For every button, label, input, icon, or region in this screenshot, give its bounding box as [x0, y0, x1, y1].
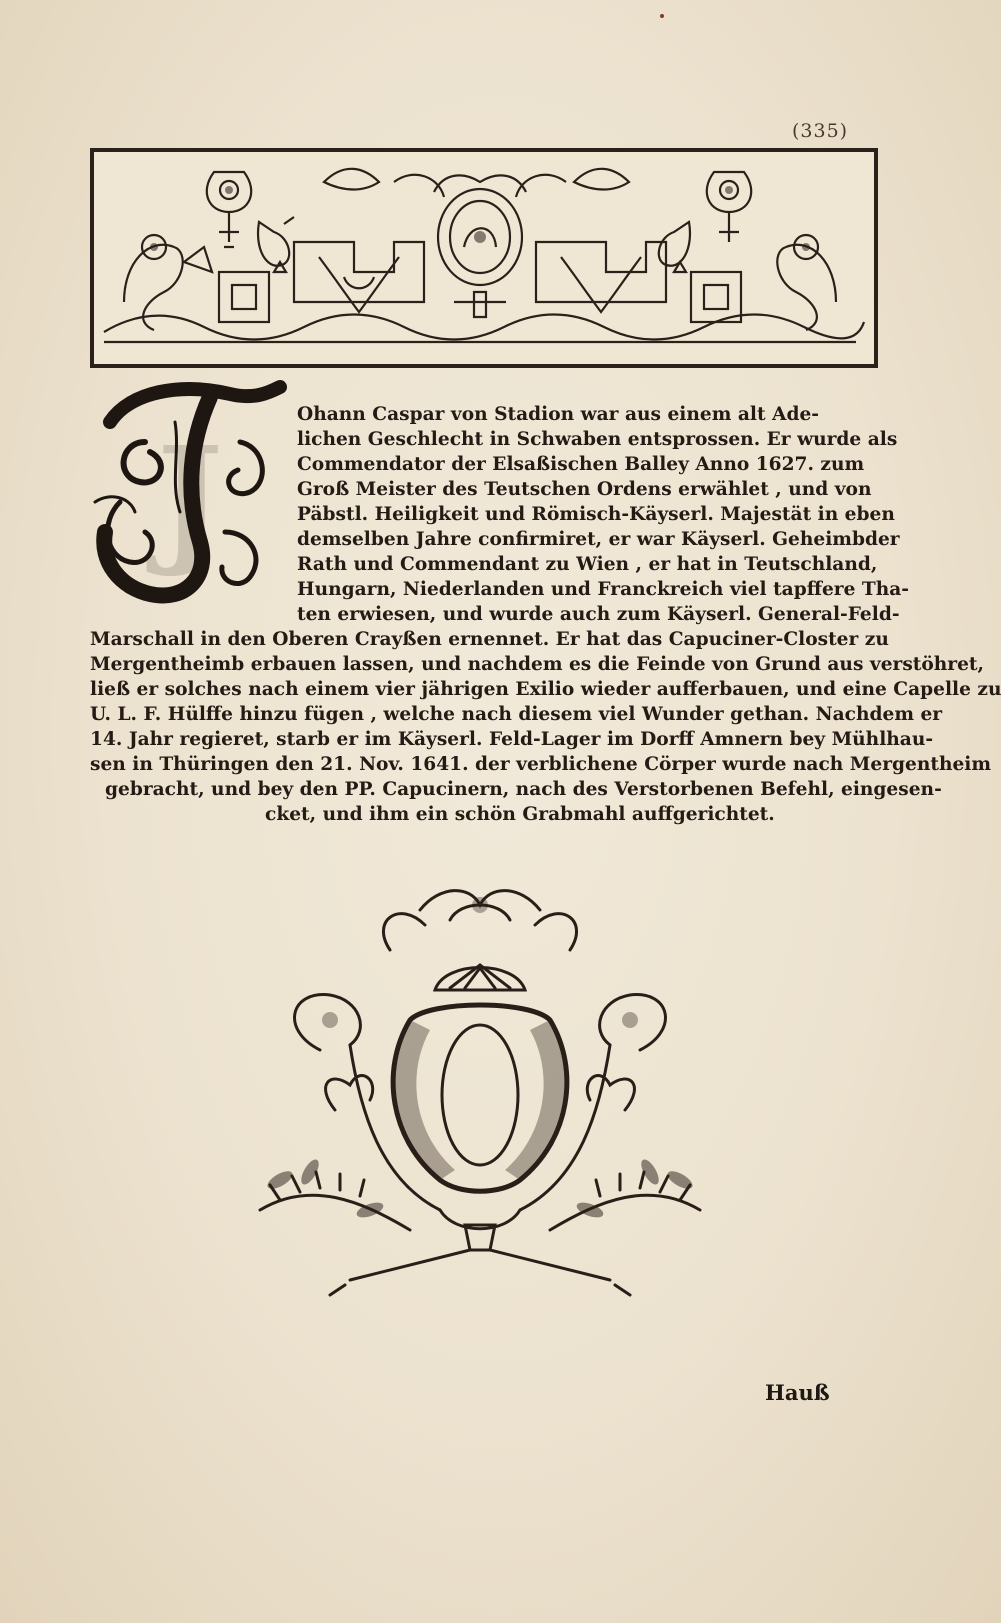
text-line: 14. Jahr regieret, starb er im Käyserl. Feld-Lager im Dorff Amnern bey Mühlhau- [90, 729, 934, 750]
headpiece-woodcut [90, 148, 878, 368]
catchword: Hauß [765, 1380, 830, 1405]
text-line: Groß Meister des Teutschen Ordens erwählet , und von [297, 479, 872, 500]
text-line: Rath und Commendant zu Wien , er hat in Teutschland, [297, 554, 878, 575]
text-line: sen in Thüringen den 21. Nov. 1641. der verblichene Cörper wurde nach Mergentheim [90, 754, 992, 775]
page-number: (335) [792, 120, 849, 142]
cartouche-ornament-icon [240, 880, 720, 1320]
text-line: cket, und ihm ein schön Grabmahl auffgerichtet. [265, 804, 775, 825]
text-line: U. L. F. Hülffe hinzu fügen , welche nach diesem viel Wunder gethan. Nachdem er [90, 704, 943, 725]
ink-speck [660, 14, 664, 18]
tailpiece-woodcut [240, 880, 720, 1320]
text-line: lichen Geschlecht in Schwaben entsprossen. Er wurde als [297, 429, 898, 450]
text-line: ten erwiesen, und wurde auch zum Käyserl. General-Feld- [297, 604, 900, 625]
text-line: demselben Jahre confirmiret, er war Käyserl. Geheimbder [297, 529, 900, 550]
text-line: Commendator der Elsaßischen Balley Anno 1627. zum [297, 454, 865, 475]
text-line: Hungarn, Niederlanden und Franckreich viel tapffere Tha- [297, 579, 910, 600]
text-line: ließ er solches nach einem vier jährigen Exilio wieder aufferbauen, und eine Capelle zu [90, 679, 1001, 700]
text-line: gebracht, und bey den PP. Capucinern, nach des Verstorbenen Befehl, eingesen- [105, 779, 942, 800]
text-line: Ohann Caspar von Stadion war aus einem alt Ade- [297, 404, 819, 425]
headpiece-ornament-icon [94, 152, 866, 356]
decorated-initial-icon [90, 382, 290, 607]
text-line: Mergentheimb erbauen lassen, und nachdem es die Feinde von Grund aus verstöhret, [90, 654, 984, 675]
text-line: Marschall in den Oberen Crayßen ernennet. Er hat das Capuciner-Closter zu [90, 629, 889, 650]
decorated-initial [90, 382, 290, 607]
text-line: Päbstl. Heiligkeit und Römisch-Käyserl. Majestät in eben [297, 504, 895, 525]
initial-letter: J [156, 417, 224, 581]
